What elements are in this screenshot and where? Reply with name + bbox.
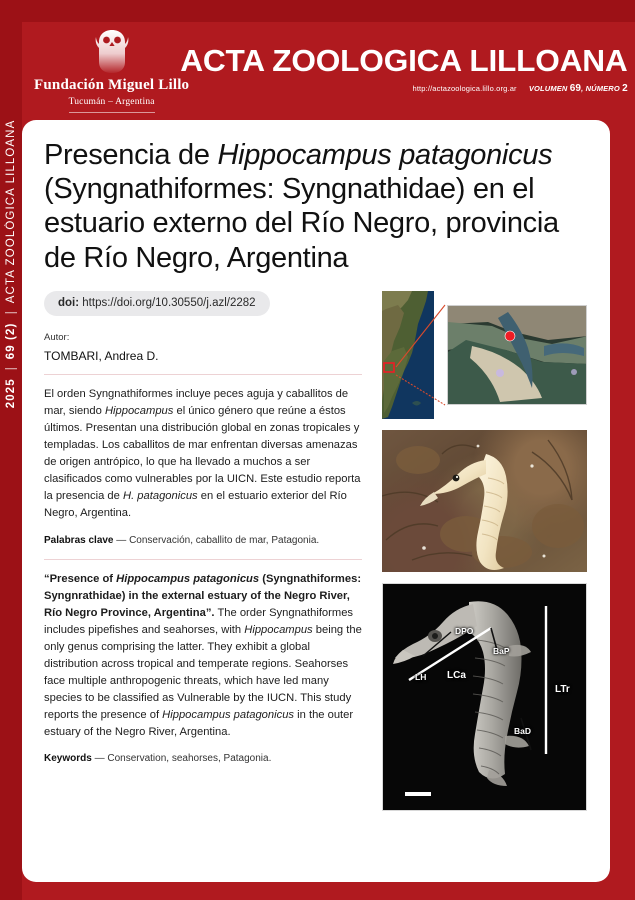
map-connector-lines <box>382 291 587 419</box>
spec-label-lca: LCa <box>447 669 466 681</box>
spec-label-dpo: DPO <box>455 625 474 636</box>
keywords-es-value: Conservación, caballito de mar, Patagonia. <box>129 534 320 546</box>
title-suffix: (Syngnathiformes: Syngnathidae) en el estuario externo del Río Negro, provincia de Río Negro, Argentina <box>44 173 559 274</box>
owl-icon <box>34 26 189 74</box>
keywords-es-dash: — <box>113 534 130 546</box>
masthead <box>22 22 635 117</box>
spine-volume-issue: 69 (2) <box>5 322 17 360</box>
abstract-es-genus-2: H. patagonicus <box>123 490 198 503</box>
spec-label-ltr: LTr <box>555 683 570 695</box>
abstract-en-title-rest: (Syngnathiformes: Syngnrathidae) in the external estuary of the Negro River, Río Negro Province, Argentina”. <box>44 573 362 620</box>
abstract-spanish <box>44 386 362 522</box>
keywords-en-label: Keywords <box>44 753 92 765</box>
text-column <box>44 291 362 822</box>
figure-column <box>382 291 587 822</box>
author-name: TOMBARI, Andrea D. <box>44 348 159 363</box>
abstract-es-part3: en el estuario exterior del Río Negro, Argentina. <box>44 490 347 520</box>
volume-number: 69 <box>569 83 582 94</box>
location-map <box>382 291 587 419</box>
keywords-spanish <box>44 534 362 548</box>
seahorse-photo <box>382 430 587 572</box>
logo-rule <box>69 112 155 113</box>
abstract-es-part2: el único género que reúne a éstos últimos. Presentan una distribución global en zonas tropicales y templadas. Los caballitos de mar enfrentan diversas amenazas de origen antrópico, lo que ha llevado a muchos a ser clasificados como vulnerables por la UICN. Este estudio reporta la presencia de <box>44 405 361 503</box>
keywords-en-dash: — <box>91 753 108 765</box>
specimen-photo <box>382 583 587 811</box>
keywords-en-value: Conservation, seahorses, Patagonia. <box>107 753 272 765</box>
title-prefix: Presencia de <box>44 139 218 171</box>
issue-number: 2 <box>622 83 628 94</box>
spine-separator-1 <box>5 368 17 369</box>
content-columns <box>44 291 588 822</box>
volume-label: VOLUMEN <box>528 84 568 93</box>
abstract-es-genus-1: Hippocampus <box>104 405 174 418</box>
issue-label: NÚMERO <box>585 84 620 93</box>
spine-separator-2 <box>5 313 17 314</box>
abstract-en-title-open: “Presence of <box>44 573 117 585</box>
volume-comma: , <box>581 84 584 93</box>
abstract-en-part3: in the outer estuary of the Negro River, Argentina. <box>44 709 354 739</box>
doi-url[interactable]: https://doi.org/10.30550/j.azl/2282 <box>82 296 256 309</box>
foundation-location: Tucumán – Argentina <box>68 96 155 107</box>
journal-volume-issue <box>529 84 628 93</box>
abstract-en-genus-1: Hippocampus <box>244 624 313 637</box>
foundation-logo-block <box>22 26 189 113</box>
abstract-en-part2: being the only genus comprising the latter. They exhibit a global distribution across tropical and temperate regions. Seahorses face multiple anthropogenic threats, which have led many species to be classified as Vulnerable by the IUCN. This study reports the presence of <box>44 624 362 722</box>
journal-meta <box>189 83 628 94</box>
doi-label: doi: <box>58 296 80 309</box>
abstract-en-part1: The order Syngnathiformes includes pipefishes and seahorses, with <box>44 607 354 637</box>
spec-label-lh: LH <box>415 671 427 682</box>
page-title <box>44 138 588 275</box>
keywords-english <box>44 752 362 766</box>
abstract-es-part1: El orden Syngnathiformes incluye peces aguja y caballitos de mar, siendo <box>44 388 349 418</box>
spec-label-bad: BaD <box>514 725 532 736</box>
journal-url[interactable]: http://actazoologica.lillo.org.ar <box>412 84 517 93</box>
vertical-spine <box>0 120 22 900</box>
title-species: Hippocampus patagonicus <box>217 139 553 171</box>
spine-journal-name: ACTA ZOOLÓGICA LILLOANA <box>5 120 17 304</box>
spec-label-bap: BaP <box>493 645 510 656</box>
journal-title: ACTA ZOOLOGICA LILLOANA <box>180 43 628 78</box>
abstract-en-genus-2: Hippocampus patagonicus <box>162 709 295 722</box>
foundation-name: Fundación Miguel Lillo <box>34 77 190 94</box>
divider-above-abstract-en <box>44 559 362 561</box>
abstract-english <box>44 571 362 741</box>
author-label: Autor: <box>44 331 70 343</box>
keywords-es-label: Palabras clave <box>44 534 114 546</box>
scale-bar <box>405 792 431 796</box>
article-card <box>22 120 610 882</box>
doi-badge[interactable] <box>44 291 270 316</box>
divider-above-abstract-es <box>44 374 362 376</box>
spine-year: 2025 <box>5 378 17 409</box>
journal-identity <box>180 43 635 94</box>
abstract-en-title-species: Hippocampus patagonicus <box>116 573 260 585</box>
